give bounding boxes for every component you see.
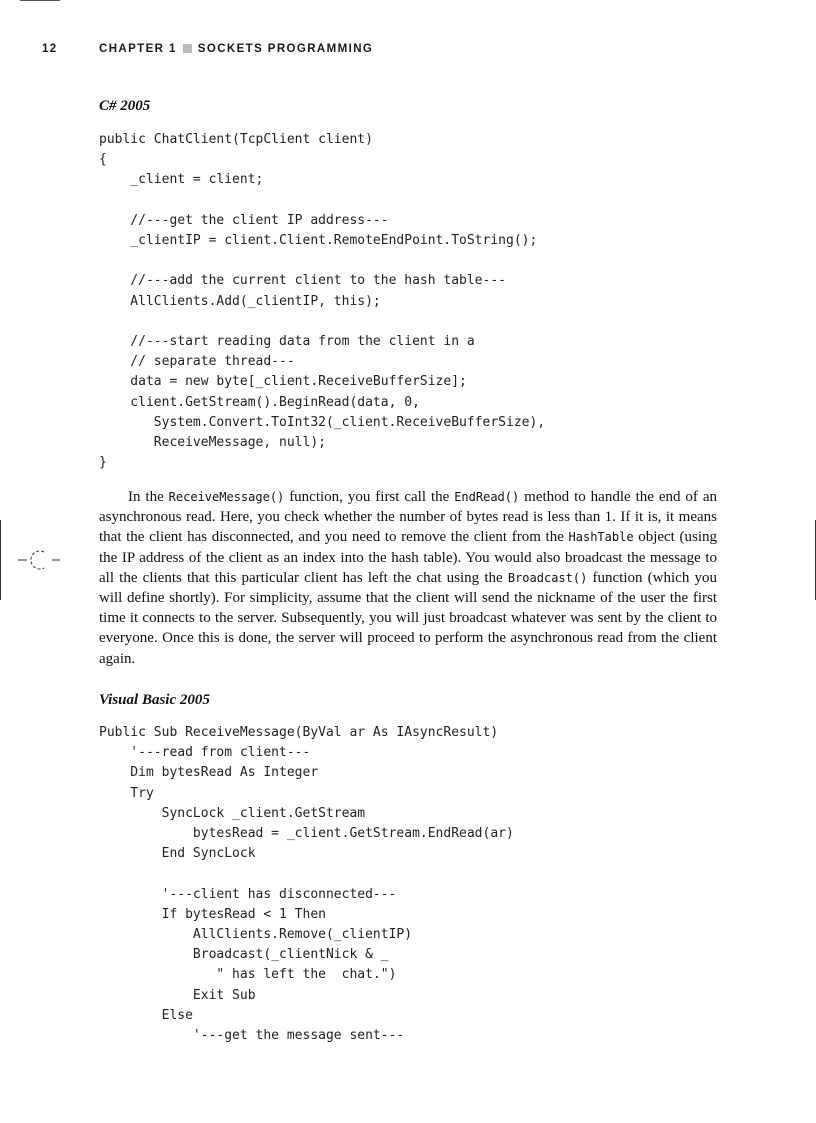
chapter-title xyxy=(99,43,373,55)
inline-code-endread: EndRead() xyxy=(454,490,520,504)
crop-mark-left xyxy=(0,520,1,600)
code-line: If bytesRead < 1 Then xyxy=(99,906,326,922)
code-line: System.Convert.ToInt32(_client.ReceiveBufferSize), xyxy=(99,414,546,430)
para-text-2: function, you first call the xyxy=(284,489,455,505)
code-line: '---get the message sent--- xyxy=(99,1028,405,1044)
code-line: ReceiveMessage, null); xyxy=(99,435,326,451)
code-line: bytesRead = _client.GetStream.EndRead(ar) xyxy=(99,826,514,842)
code-line: End SyncLock xyxy=(99,846,256,862)
code-line: //---start reading data from the client in a xyxy=(99,334,475,350)
section-heading-vb: Visual Basic 2005 xyxy=(99,692,210,708)
code-block-vb xyxy=(99,723,514,1046)
code-line: _client = client; xyxy=(99,172,264,188)
section-heading-csharp: C# 2005 xyxy=(99,98,151,114)
para-text-3: method to handle the end of an asynchronous read. Here, you check whether the number of bytes read is less than 1. If it is, it means that the client has disconnected, and you need to remove the client from the xyxy=(99,489,717,546)
chapter-name: SOCKETS PROGRAMMING xyxy=(197,43,374,55)
code-line: SyncLock _client.GetStream xyxy=(99,805,366,821)
code-line: public ChatClient(TcpClient client) xyxy=(99,132,373,147)
inline-code-receivemessage: ReceiveMessage() xyxy=(168,490,285,504)
body-paragraph xyxy=(99,487,717,669)
code-block-csharp xyxy=(99,130,545,473)
registration-mark-icon xyxy=(18,548,62,572)
code-line: client.GetStream().BeginRead(data, 0, xyxy=(99,394,420,410)
separator-square-icon xyxy=(183,44,192,53)
code-line: Try xyxy=(99,785,154,801)
code-line: { xyxy=(99,152,107,168)
para-text-5: function (which you will define shortly). For simplicity, assume that the client will send the nickname of the user the first time it connects to the server. Subsequently, you will just broadcast whatever was sent by the client to everyone. Once this is done, the server will proceed to perform the asynchronous read from the client again. xyxy=(99,569,717,667)
top-rule xyxy=(20,0,60,1)
chapter-label: CHAPTER 1 xyxy=(99,43,177,55)
code-line: //---add the current client to the hash table--- xyxy=(99,273,506,289)
code-line: Public Sub ReceiveMessage(ByVal ar As IAsyncResult) xyxy=(99,725,499,740)
code-line: } xyxy=(99,455,107,471)
code-line: AllClients.Remove(_clientIP) xyxy=(99,927,413,943)
para-text-1: In the xyxy=(128,489,169,505)
code-line: " has left the chat.") xyxy=(99,967,397,983)
page-number: 12 xyxy=(42,43,58,55)
code-line: Else xyxy=(99,1007,193,1023)
code-line: _clientIP = client.Client.RemoteEndPoint.ToString(); xyxy=(99,233,538,249)
code-line: // separate thread--- xyxy=(99,354,295,370)
inline-code-broadcast: Broadcast() xyxy=(507,570,588,585)
code-line: AllClients.Add(_clientIP, this); xyxy=(99,293,381,309)
code-line: '---read from client--- xyxy=(99,745,311,761)
code-line: Exit Sub xyxy=(99,987,256,1003)
para-text-4: object (using the IP address of the client as an index into the hash table). You would also broadcast the message to all the clients that this particular client has left the chat using the xyxy=(99,529,717,586)
code-line: data = new byte[_client.ReceiveBufferSize]; xyxy=(99,374,467,390)
code-line: '---client has disconnected--- xyxy=(99,886,397,902)
code-line: Broadcast(_clientNick & _ xyxy=(99,947,389,963)
code-line: //---get the client IP address--- xyxy=(99,212,389,228)
code-line: Dim bytesRead As Integer xyxy=(99,765,319,781)
inline-code-hashtable: HashTable xyxy=(568,530,634,545)
